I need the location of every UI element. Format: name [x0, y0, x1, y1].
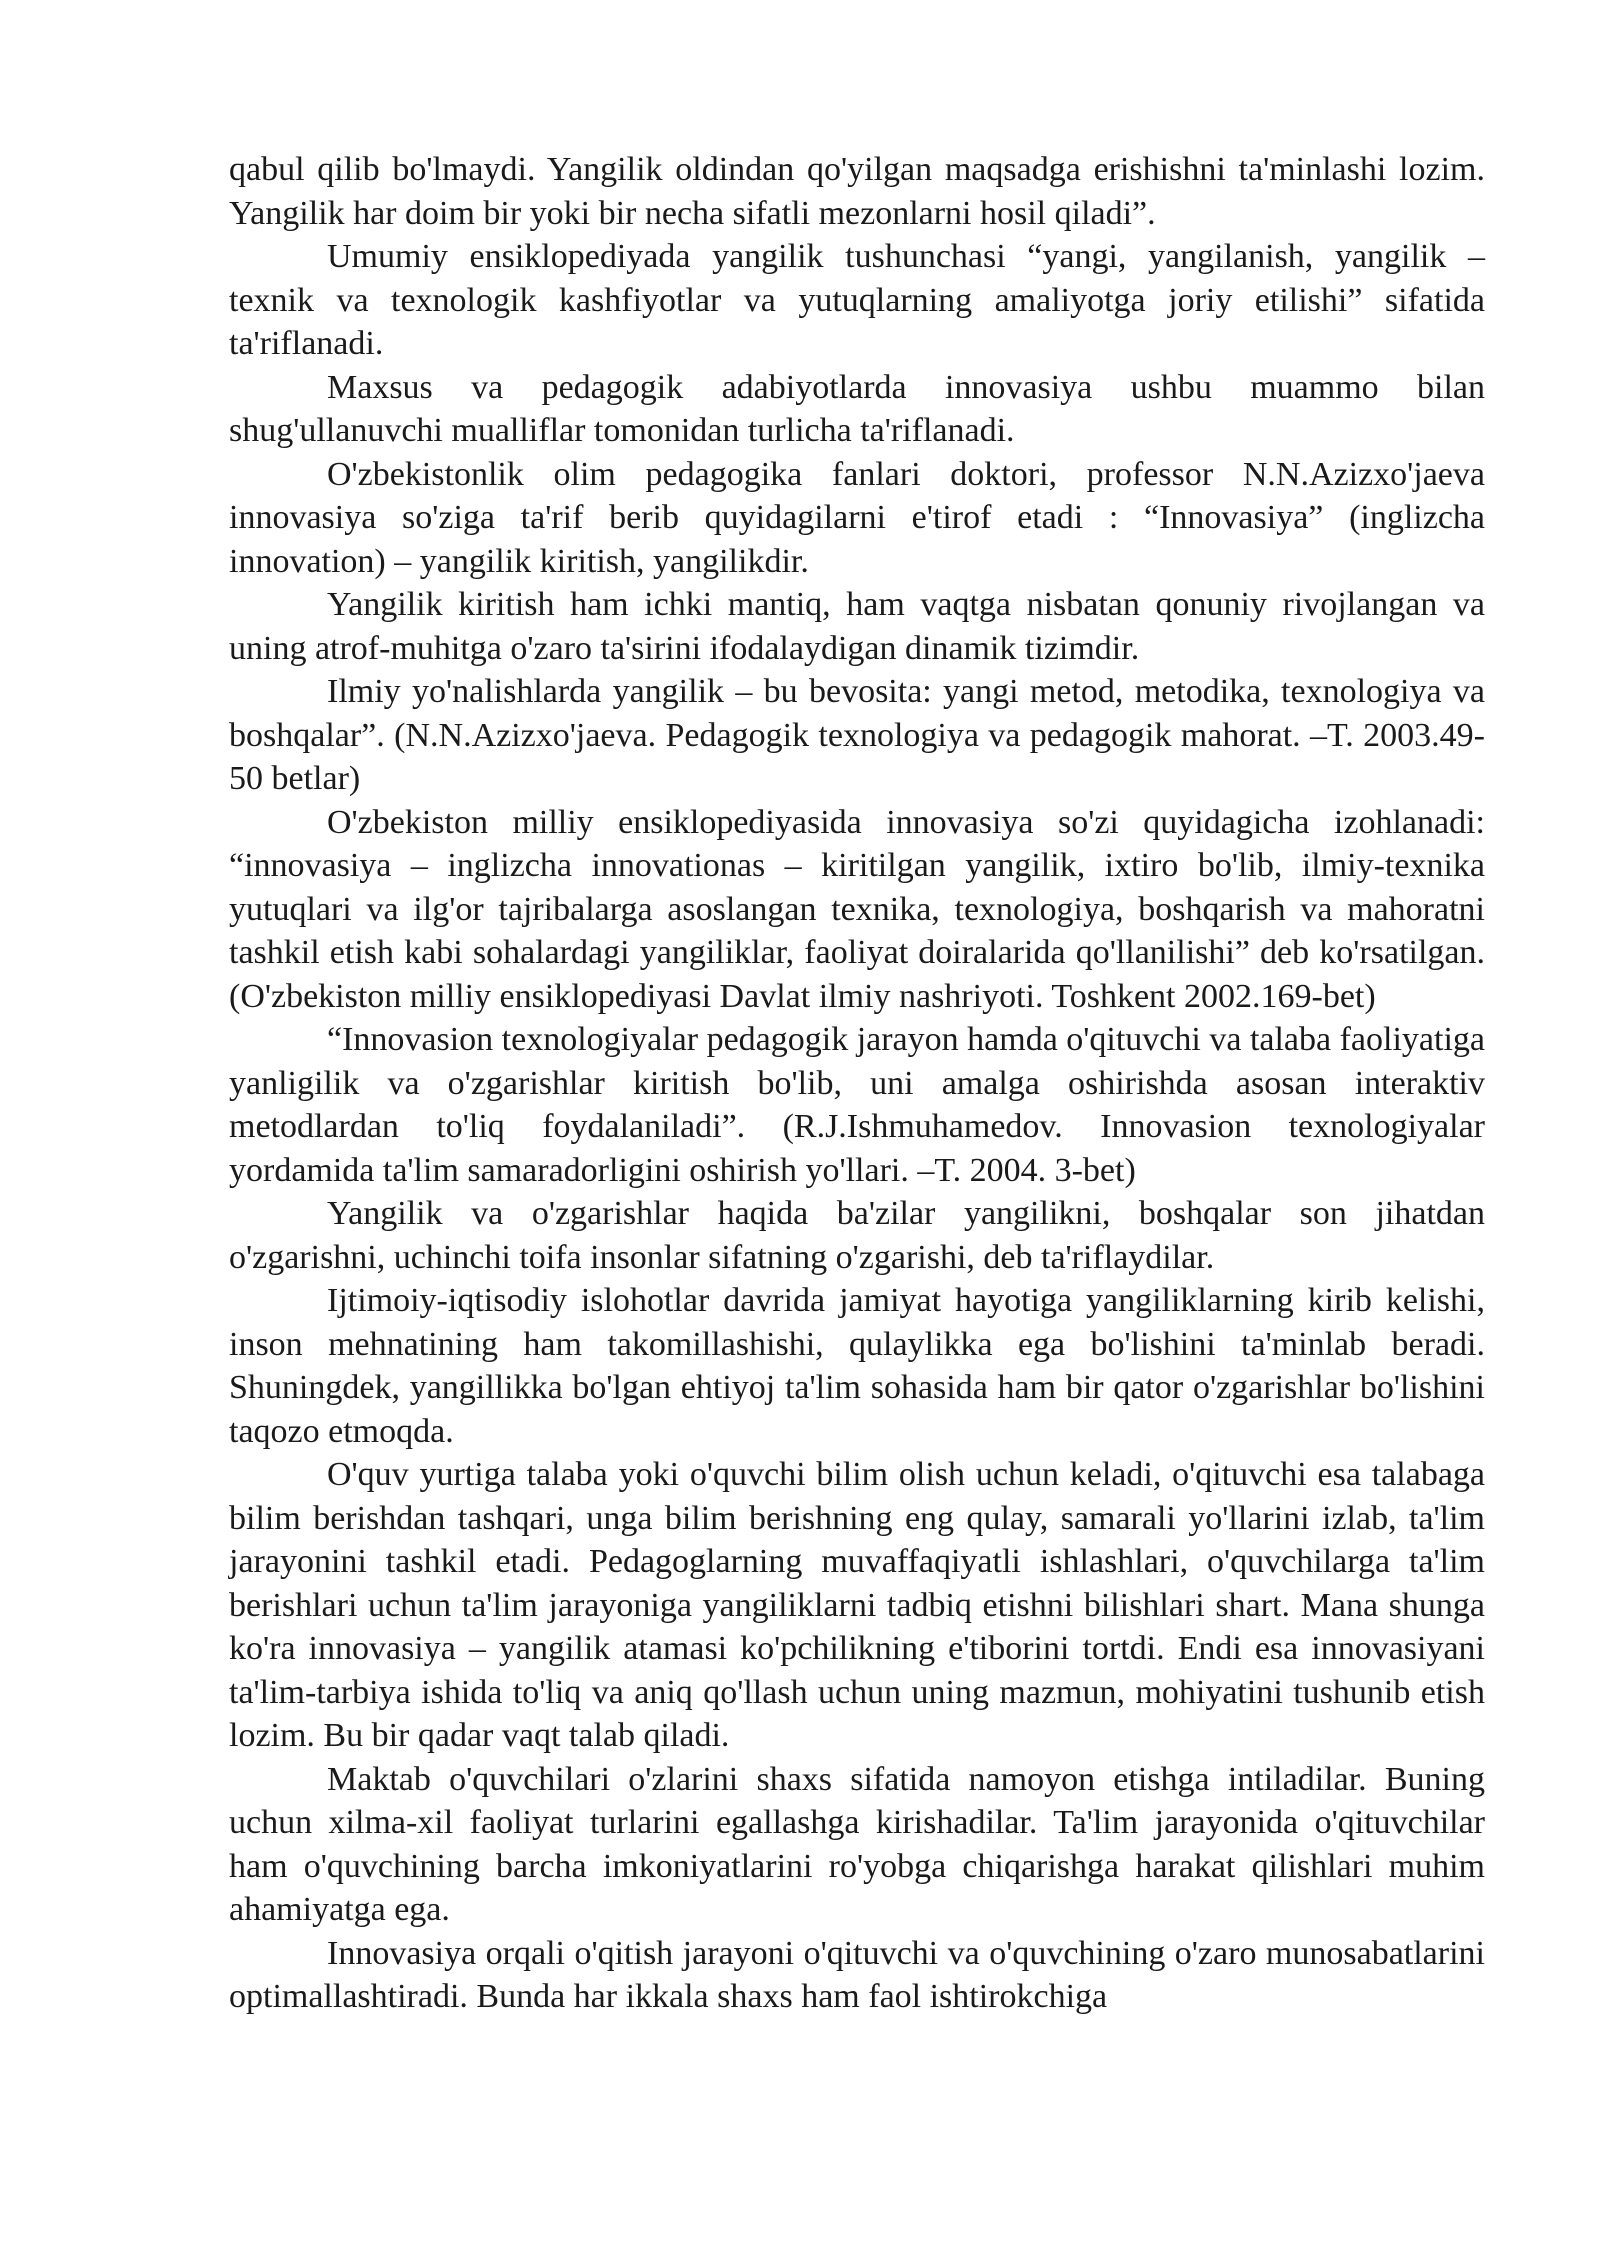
document-body	[229, 148, 1485, 2019]
paragraph: qabul qilib bo'lmaydi. Yangilik oldindan qo'yilgan maqsadga erishishni ta'minlashi lozim. Yangilik har doim bir yoki bir necha sifatli mezonlarni hosil qiladi”.	[229, 151, 1485, 232]
paragraph: O'zbekistonlik olim pedagogika fanlari doktori, professor N.N.Azizxo'jaeva innovasiya so'ziga ta'rif berib quyidagilarni e'tirof etadi : “Innovasiya” (inglizcha innovation) – yangilik kiritish, yangilikdir.	[229, 455, 1485, 580]
paragraph: Maxsus va pedagogik adabiyotlarda innovasiya ushbu muammo bilan shug'ullanuvchi mualliflar tomonidan turlicha ta'riflanadi.	[229, 368, 1485, 449]
paragraph: Ilmiy yo'nalishlarda yangilik – bu bevosita: yangi metod, metodika, texnologiya va boshqalar”. (N.N.Azizxo'jaeva. Pedagogik texnologiya va pedagogik mahorat. –T. 2003.49-50 betlar)	[229, 673, 1485, 797]
paragraph: O'quv yurtiga talaba yoki o'quvchi bilim olish uchun keladi, o'qituvchi esa talabaga bilim berishdan tashqari, unga bilim berishning eng qulay, samarali yo'llarini izlab, ta'lim jarayonini tashkil etadi. Pedagoglarning muvaffaqiyatli ishlashlari, o'quvchilarga ta'lim berishlari uchun ta'lim jarayoniga yangiliklarni tadbiq etishni bilishlari shart. Mana shunga ko'ra innovasiya – yangilik atamasi ko'pchilikning e'tiborini tortdi. Endi esa innovasiyani ta'lim-tarbiya ishida to'liq va aniq qo'llash uchun uning mazmun, mohiyatini tushunib etish lozim. Bu bir qadar vaqt talab qiladi.	[229, 1456, 1485, 1754]
paragraph: Maktab o'quvchilari o'zlarini shaxs sifatida namoyon etishga intiladilar. Buning uchun xilma-xil faoliyat turlarini egallashga kirishadilar. Ta'lim jarayonida o'qituvchilar ham o'quvchining barcha imkoniyatlarini ro'yobga chiqarishga harakat qilishlari muhim ahamiyatga ega.	[229, 1760, 1485, 1928]
paragraph: Yangilik kiritish ham ichki mantiq, ham vaqtga nisbatan qonuniy rivojlangan va uning atrof-muhitga o'zaro ta'sirini ifodalaydigan dinamik tizimdir.	[229, 586, 1485, 667]
paragraph: O'zbekiston milliy ensiklopediyasida innovasiya so'zi quyidagicha izohlanadi: “innovasiya – inglizcha innovationas – kiritilgan yangilik, ixtiro bo'lib, ilmiy-texnika yutuqlari va ilg'or tajribalarga asoslangan texnika, texnologiya, boshqarish va mahoratni tashkil etish kabi sohalardagi yangiliklar, faoliyat doiralarida qo'llanilishi” deb ko'rsatilgan. (O'zbekiston milliy ensiklopediyasi Davlat ilmiy nashriyoti. Toshkent 2002.169-bet)	[229, 803, 1485, 1015]
paragraph: Umumiy ensiklopediyada yangilik tushunchasi “yangi, yangilanish, yangilik – texnik va texnologik kashfiyotlar va yutuqlarning amaliyotga joriy etilishi” sifatida ta'riflanadi.	[229, 238, 1485, 362]
paragraph: Yangilik va o'zgarishlar haqida ba'zilar yangilikni, boshqalar son jihatdan o'zgarishni, uchinchi toifa insonlar sifatning o'zgarishi, deb ta'riflaydilar.	[229, 1195, 1485, 1276]
paragraph: Innovasiya orqali o'qitish jarayoni o'qituvchi va o'quvchining o'zaro munosabatlarini optimallashtiradi. Bunda har ikkala shaxs ham faol ishtirokchiga	[229, 1934, 1485, 2015]
paragraph: “Innovasion texnologiyalar pedagogik jarayon hamda o'qituvchi va talaba faoliyatiga yanligilik va o'zgarishlar kiritish bo'lib, uni amalga oshirishda asosan interaktiv metodlardan to'liq foydalaniladi”. (R.J.Ishmuhamedov. Innovasion texnologiyalar yordamida ta'lim samaradorligini oshirish yo'llari. –T. 2004. 3-bet)	[229, 1021, 1485, 1189]
paragraph: Ijtimoiy-iqtisodiy islohotlar davrida jamiyat hayotiga yangiliklarning kirib kelishi, inson mehnatining ham takomillashishi, qulaylikka ega bo'lishini ta'minlab beradi. Shuningdek, yangillikka bo'lgan ehtiyoj ta'lim sohasida ham bir qator o'zgarishlar bo'lishini taqozo etmoqda.	[229, 1282, 1485, 1450]
